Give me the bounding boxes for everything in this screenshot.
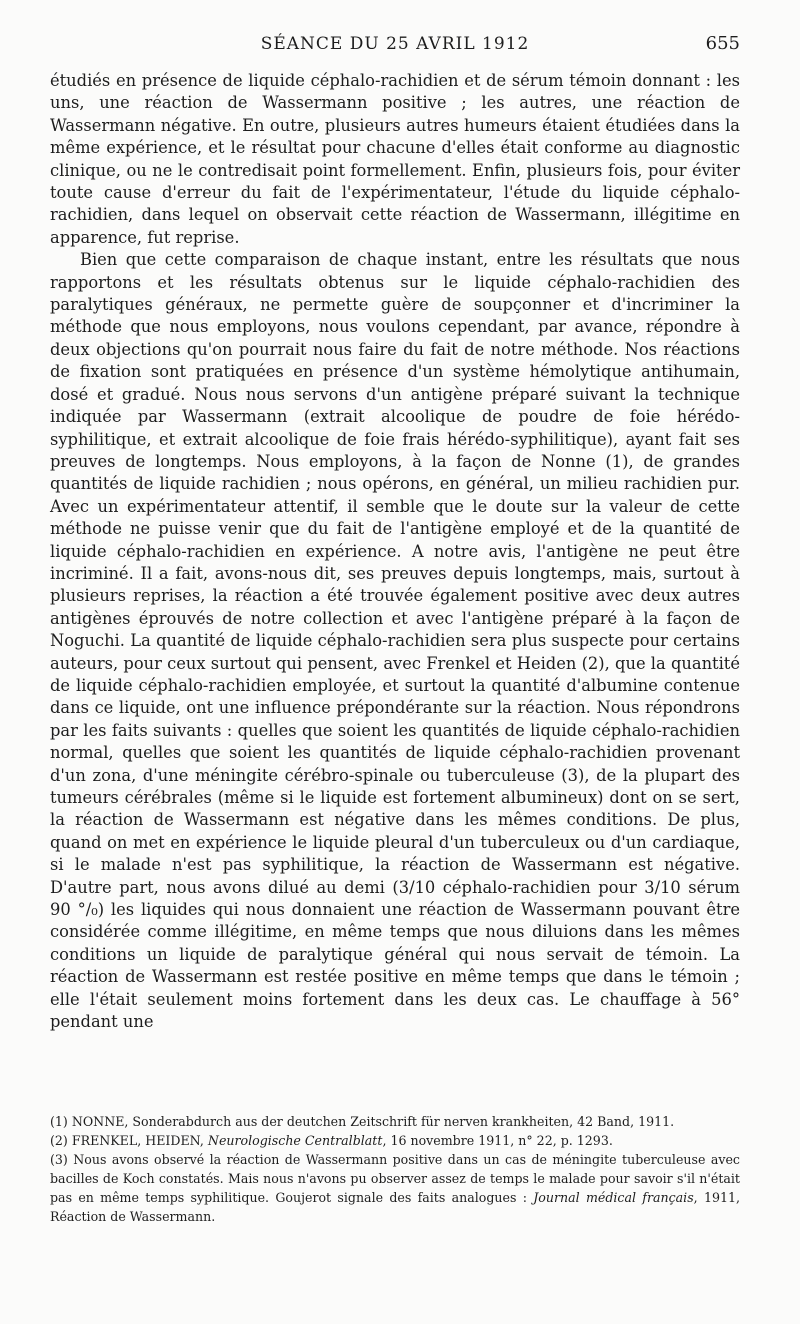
footnote-2 [50, 1131, 740, 1150]
paragraph-1: étudiés en présence de liquide céphalo-rachidien et de sérum témoin donnant : les uns, une réaction de Wassermann positive ; les autres, une réaction de Wassermann négative. En outre, plusieurs autres humeurs étaient étudiées dans la même expérience, et le résultat pour chacune d'elles était conforme au diagnostic clinique, ou ne le contredisait point formellement. Enfin, plusieurs fois, pour éviter toute cause d'erreur du fait de l'expérimentateur, l'étude du liquide céphalo-rachidien, dans lequel on observait cette réaction de Wassermann, illégitime en apparence, fut reprise. [50, 71, 740, 247]
footnote-2-authors: (2) FRENKEL, HEIDEN, [50, 1133, 208, 1148]
body-text [50, 70, 740, 1033]
running-title: SÉANCE DU 25 AVRIL 1912 [260, 34, 530, 54]
page-number: 655 [705, 33, 740, 54]
paragraph-2: Bien que cette comparaison de chaque instant, entre les résultats que nous rapportons et les résultats obtenus sur le liquide céphalo-rachidien des paralytiques généraux, ne permette guère de soupçonner et d'incriminer la méthode que nous employons, nous voulons cependant, par avance, répondre à deux objections qu'on pourrait nous faire du fait de notre méthode. Nos réactions de fixation sont pratiquées en présence d'un système hémolytique antihumain, dosé et gradué. Nous nous servons d'un antigène préparé suivant la technique indiquée par Wassermann (extrait alcoolique de poudre de foie hérédo-syphilitique, et extrait alcoolique de foie frais hérédo-syphilitique), ayant fait ses preuves de longtemps. Nous employons, à la façon de Nonne (1), de grandes quantités de liquide rachidien ; nous opérons, en général, un milieu rachidien pur. Avec un expérimentateur attentif, il semble que le doute sur la valeur de cette méthode ne puisse venir que du fait de l'antigène employé et de la quantité de liquide céphalo-rachidien en expérience. A notre avis, l'antigène ne peut être incriminé. Il a fait, avons-nous dit, ses preuves depuis longtemps, mais, surtout à plusieurs reprises, la réaction a été trouvée également positive avec deux autres antigènes éprouvés de notre collection et avec l'antigène préparé à la façon de Noguchi. La quantité de liquide céphalo-rachidien sera plus suspecte pour certains auteurs, pour ceux surtout qui pensent, avec Frenkel et Heiden (2), que la quantité de liquide céphalo-rachidien employée, et surtout la quantité d'albumine contenue dans ce liquide, ont une influence prépondérante sur la réaction. Nous répondrons par les faits suivants : quelles que soient les quantités de liquide céphalo-rachidien normal, quelles que soient les quantités de liquide céphalo-rachidien provenant d'un zona, d'une méningite cérébro-spinale ou tuberculeuse (3), de la plupart des tumeurs cérébrales (même si le liquide est fortement albumineux) dont on se sert, la réaction de Wassermann est négative dans les mêmes conditions. De plus, quand on met en expérience le liquide pleural d'un tuberculeux ou d'un cardiaque, si le malade n'est pas syphilitique, la réaction de Wassermann est négative. D'autre part, nous avons dilué au demi (3/10 céphalo-rachidien pour 3/10 sérum 90 °/₀) les liquides qui nous donnaient une réaction de Wassermann pouvant être considérée comme illégitime, en même temps que nous diluions dans les mêmes conditions un liquide de paralytique général qui nous servait de témoin. La réaction de Wassermann est restée positive en même temps que dans le témoin ; elle l'était seulement moins fortement dans les deux cas. Le chauffage à 56° pendant une [50, 250, 740, 1032]
running-header [50, 34, 740, 58]
footnote-2-journal: Neurologische Centralblatt [207, 1133, 383, 1148]
footnote-1: (1) NONNE, Sonderabdurch aus der deutchen Zeitschrift für nerven krankheiten, 42 Band, 1911. [50, 1114, 675, 1129]
footnote-3 [50, 1150, 740, 1226]
footnote-2-details: , 16 novembre 1911, n° 22, p. 1293. [382, 1133, 613, 1148]
footnote-3-text: (3) Nous avons observé la réaction de Wassermann positive dans un cas de méningite tuberculeuse avec bacilles de Koch constatés. Mais nous n'avons pu observer assez de temps le malade pour savoir s'il n'était pas en même temps syphilitique. Goujerot signale des faits analogues : [50, 1152, 740, 1205]
footnote-3-details: , 1911, Réaction de Wassermann. [50, 1190, 740, 1224]
footnote-3-journal: Journal médical français [533, 1190, 694, 1205]
footnotes [50, 1112, 740, 1226]
